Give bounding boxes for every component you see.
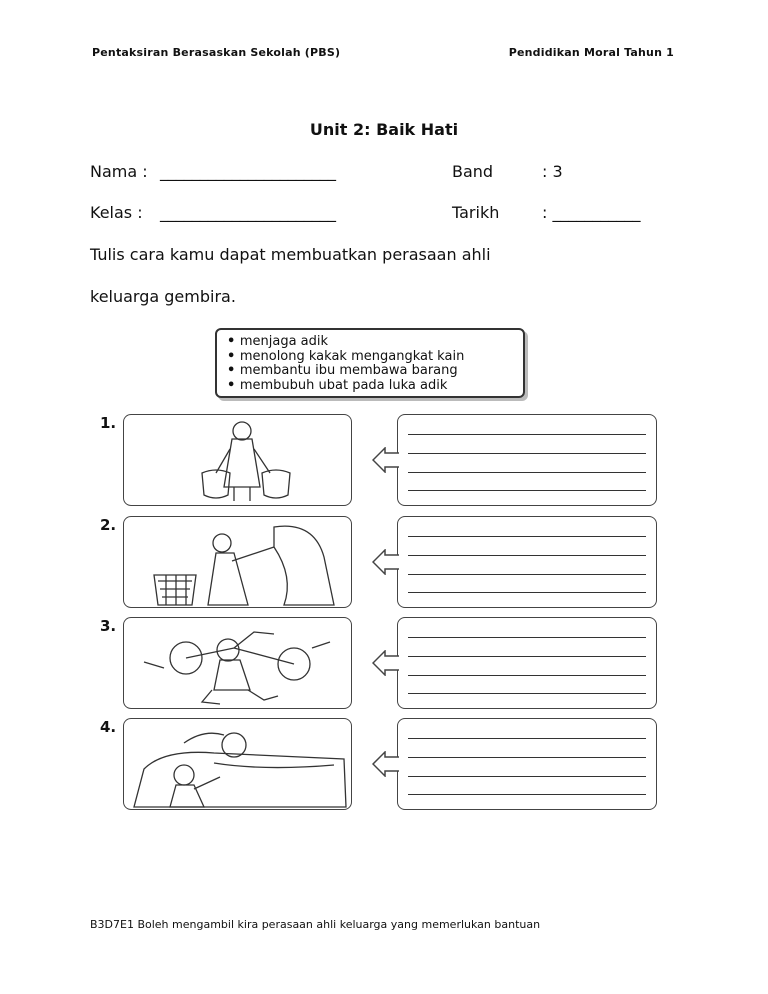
instruction-line-1: Tulis cara kamu dapat membuatkan perasaan ahli — [90, 245, 491, 264]
kelas-field[interactable]: ______________________ — [160, 203, 336, 222]
options-box — [215, 328, 525, 398]
answer-box[interactable] — [397, 414, 657, 506]
question-number: 3. — [100, 617, 117, 635]
answer-line[interactable] — [408, 757, 646, 758]
answer-line[interactable] — [408, 794, 646, 795]
page-title: Unit 2: Baik Hati — [309, 120, 459, 139]
footer-note: B3D7E1 Boleh mengambil kira perasaan ahli keluarga yang memerlukan bantuan — [90, 918, 541, 931]
answer-line[interactable] — [408, 637, 646, 638]
illustration-child-tending-person-in-bed — [123, 718, 352, 810]
illustration-girl-lifting-laundry — [123, 516, 352, 608]
answer-box[interactable] — [397, 516, 657, 608]
question-number: 2. — [100, 516, 117, 534]
option-item: • menolong kakak mengangkat kain — [227, 350, 513, 365]
question-number: 1. — [100, 414, 117, 432]
answer-line[interactable] — [408, 675, 646, 676]
answer-line[interactable] — [408, 776, 646, 777]
illustration-boy-fallen-from-bicycle — [123, 617, 352, 709]
answer-line[interactable] — [408, 490, 646, 491]
answer-line[interactable] — [408, 555, 646, 556]
answer-line[interactable] — [408, 472, 646, 473]
answer-line[interactable] — [408, 434, 646, 435]
answer-line[interactable] — [408, 574, 646, 575]
answer-line[interactable] — [408, 536, 646, 537]
instruction-line-2: keluarga gembira. — [90, 287, 236, 306]
nama-label: Nama : — [90, 162, 148, 181]
arrow-left-icon — [372, 751, 400, 777]
answer-line[interactable] — [408, 693, 646, 694]
band-value: : 3 — [542, 162, 563, 181]
arrow-left-icon — [372, 447, 400, 473]
answer-box[interactable] — [397, 718, 657, 810]
tarikh-label: Tarikh — [452, 203, 500, 222]
arrow-left-icon — [372, 549, 400, 575]
arrow-left-icon — [372, 650, 400, 676]
header-right: Pendidikan Moral Tahun 1 — [508, 46, 674, 59]
answer-line[interactable] — [408, 738, 646, 739]
tarikh-field[interactable]: : ___________ — [542, 203, 641, 222]
answer-line[interactable] — [408, 592, 646, 593]
header-left: Pentaksiran Berasaskan Sekolah (PBS) — [92, 46, 341, 59]
option-item: • membubuh ubat pada luka adik — [227, 379, 513, 394]
answer-line[interactable] — [408, 656, 646, 657]
kelas-label: Kelas : — [90, 203, 143, 222]
nama-field[interactable]: ______________________ — [160, 162, 336, 181]
question-number: 4. — [100, 718, 117, 736]
answer-line[interactable] — [408, 453, 646, 454]
option-item: • menjaga adik — [227, 335, 513, 350]
band-label: Band — [452, 162, 494, 181]
option-item: • membantu ibu membawa barang — [227, 364, 513, 379]
answer-box[interactable] — [397, 617, 657, 709]
illustration-woman-carrying-bags — [123, 414, 352, 506]
